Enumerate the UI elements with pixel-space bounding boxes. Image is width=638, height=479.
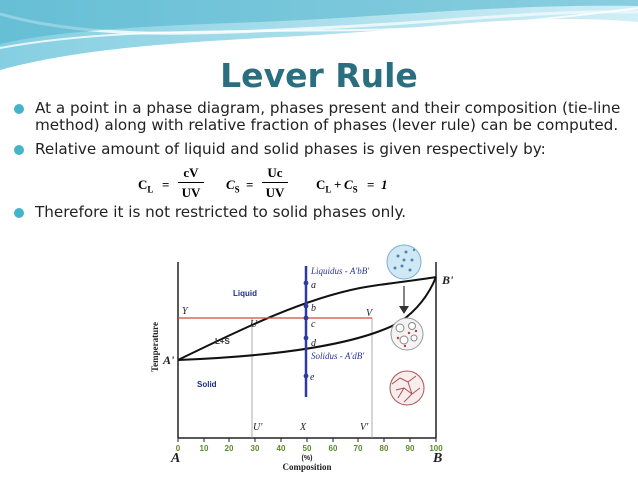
x-tick-label: 10	[199, 444, 209, 453]
label-two-phase-region: L+S	[215, 337, 230, 346]
point-b	[304, 304, 309, 309]
label-foot-v: V'	[360, 422, 369, 433]
x-tick-label: 40	[276, 444, 286, 453]
equals-sign: =	[367, 177, 375, 192]
point-d	[304, 336, 309, 341]
equals-sign: =	[162, 177, 170, 192]
sum-one: 1	[381, 177, 388, 192]
x-tick-label: 20	[224, 444, 234, 453]
point-c	[304, 316, 309, 321]
x-axis-label: Composition	[282, 462, 332, 472]
label-foot-u: U'	[253, 422, 263, 433]
plus-sign: +	[334, 177, 342, 192]
label-liquid-region: Liquid	[233, 289, 257, 298]
y-axis-label: Temperature	[150, 322, 160, 372]
fraction-cl-denominator: UV	[181, 185, 201, 200]
bullet-1-text: At a point in a phase diagram, phases present and their composition (tie-line method) along with relative fraction of phases (lever rule) can be computed.	[35, 99, 621, 134]
fraction-cs-denominator: UV	[265, 185, 285, 200]
label-corner-a: A	[171, 451, 181, 466]
label-pt-d: d	[311, 338, 316, 349]
unit-label: (%)	[301, 455, 313, 462]
fraction-cs-numerator: Uc	[262, 165, 288, 183]
cs-symbol-sum: $C_S$	[344, 177, 358, 195]
x-tick-label: 70	[353, 444, 363, 453]
label-solidus: Solidus - A'dB'	[311, 351, 365, 361]
label-pt-c: c	[311, 319, 316, 330]
bullet-2-text: Relative amount of liquid and solid phases is given respectively by:	[35, 140, 546, 158]
point-e	[304, 374, 309, 379]
label-corner-b: B	[433, 451, 443, 466]
cl-symbol: $C_L$	[138, 177, 154, 195]
point-a	[304, 281, 309, 286]
slide-title: Lever Rule	[220, 56, 418, 95]
microstructure-liquid	[387, 245, 421, 279]
label-pt-u: U	[250, 319, 258, 330]
label-a-prime: A'	[163, 353, 175, 367]
equals-sign: =	[246, 177, 254, 192]
arrow-head-icon	[399, 306, 409, 314]
label-y-level: Y	[182, 306, 188, 317]
bullet-3-text: Therefore it is not restricted to solid phases only.	[35, 203, 407, 221]
x-tick-label: 50	[302, 444, 312, 453]
label-foot-x: X	[300, 422, 307, 433]
label-b-prime: B'	[442, 273, 454, 287]
label-pt-a: a	[311, 280, 316, 291]
label-pt-b: b	[311, 303, 316, 314]
x-tick-label: 30	[250, 444, 260, 453]
label-pt-e: e	[310, 372, 315, 383]
cs-symbol: $C_S$	[226, 177, 240, 195]
x-tick-label: 90	[405, 444, 415, 453]
microstructure-solid	[390, 371, 424, 405]
label-solid-region: Solid	[197, 380, 217, 389]
x-tick-label: 0	[175, 444, 181, 453]
x-tick-label: 100	[429, 444, 443, 453]
cl-symbol-sum: $C_L$	[316, 177, 332, 195]
label-liquidus: Liquidus - A'bB'	[311, 266, 370, 276]
x-tick-label: 60	[328, 444, 338, 453]
x-tick-label: 80	[379, 444, 389, 453]
fraction-cl-numerator: cV	[178, 165, 204, 183]
microstructure-two-phase	[391, 318, 423, 350]
label-pt-v: V	[366, 308, 373, 319]
